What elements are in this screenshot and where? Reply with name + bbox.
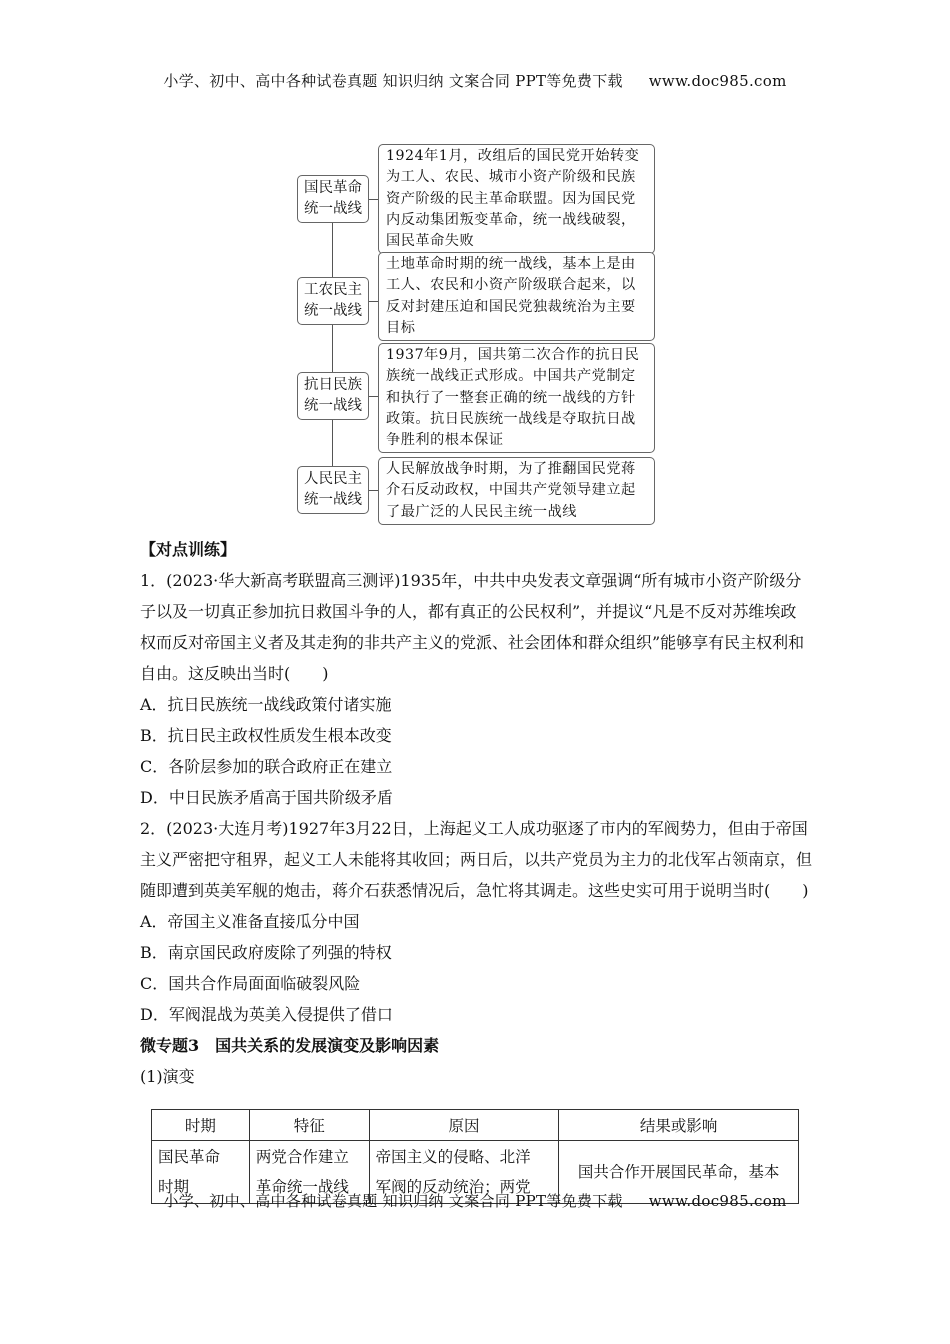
- question-2-option-d: D．军阀混战为英美入侵提供了借口: [140, 1005, 393, 1024]
- topic-title: 微专题3 国共关系的发展演变及影响因素: [140, 1036, 440, 1055]
- table-header-feature: 特征: [249, 1110, 369, 1141]
- united-front-diagram: [0, 0, 950, 540]
- table-cell: 国民革命 时期: [152, 1141, 250, 1204]
- question-1-option-b: B．抗日民主政权性质发生根本改变: [140, 726, 392, 745]
- diagram-label-worker-peasant-front: 工农民主 统一战线: [297, 277, 369, 325]
- training-heading: 【对点训练】: [140, 540, 237, 559]
- page-footer: [0, 1190, 950, 1211]
- diagram-desc-kmt-front: 1924年1月，改组后的国民党开始转变为工人、农民、城市小资产阶级和民族资产阶级的民主革命联盟。因为国民党内反动集团叛变革命，统一战线破裂，国民革命失败: [378, 144, 655, 254]
- diagram-label-anti-japanese-front: 抗日民族 统一战线: [297, 372, 369, 420]
- question-2-stem: 2．(2023·大连月考)1927年3月22日，上海起义工人成功驱逐了市内的军阀势力，但由于帝国主义严密把守租界，起义工人未能将其收回；两日后，以共产党员为主力的北伐军占领南京，但随即遭到英美军舰的炮击，蒋介石获悉情况后，急忙将其调走。这些史实可用于说明当时( ): [140, 819, 813, 900]
- question-1-option-d: D．中日民族矛盾高于国共阶级矛盾: [140, 788, 393, 807]
- diagram-label-kmt-front: 国民革命 统一战线: [297, 175, 369, 223]
- diagram-desc-people-democratic-front: 人民解放战争时期，为了推翻国民党蒋介石反动政权，中国共产党领导建立起了最广泛的人民民主统一战线: [378, 457, 655, 525]
- diagram-desc-anti-japanese-front: 1937年9月，国共第二次合作的抗日民族统一战线正式形成。中国共产党制定和执行了一整套正确的统一战线的方针政策。抗日民族统一战线是夺取抗日战争胜利的根本保证: [378, 343, 655, 453]
- table-header-row: [152, 1110, 799, 1141]
- evolution-table-container: [140, 1108, 820, 1196]
- diagram-label-people-democratic-front: 人民民主 统一战线: [297, 466, 369, 514]
- header-url[interactable]: www.doc985.com: [648, 72, 787, 90]
- table-cell: 两党合作建立 革命统一战线: [249, 1141, 369, 1204]
- table-header-reason: 原因: [369, 1110, 559, 1141]
- table-header-result: 结果或影响: [559, 1110, 799, 1141]
- table-cell: 帝国主义的侵略、北洋 军阀的反动统治；两党: [369, 1141, 559, 1204]
- footer-text: 小学、初中、高中各种试卷真题 知识归纳 文案合同 PPT等免费下载: [163, 1192, 623, 1210]
- question-1-option-c: C．各阶层参加的联合政府正在建立: [140, 757, 393, 776]
- topic-subtitle: (1)演变: [140, 1067, 195, 1086]
- questions-section: [140, 534, 812, 1092]
- question-1-stem: 1．(2023·华大新高考联盟高三测评)1935年，中共中央发表文章强调“所有城市小资产阶级分子以及一切真正参加抗日救国斗争的人，都有真正的公民权利”，并提议“凡是不反对苏维埃政权而反对帝国主义者及其走狗的非共产主义的党派、社会团体和群众组织”能够享有民主权利和自由。这反映出当时( ): [140, 571, 805, 683]
- footer-url[interactable]: www.doc985.com: [648, 1192, 787, 1210]
- question-2-option-b: B．南京国民政府废除了列强的特权: [140, 943, 392, 962]
- question-2-option-c: C．国共合作局面面临破裂风险: [140, 974, 361, 993]
- header-text: 小学、初中、高中各种试卷真题 知识归纳 文案合同 PPT等免费下载: [163, 72, 623, 90]
- table-cell: 国共合作开展国民革命，基本: [559, 1141, 799, 1204]
- table-header-period: 时期: [152, 1110, 250, 1141]
- question-1-option-a: A．抗日民族统一战线政策付诸实施: [140, 695, 392, 714]
- question-2-option-a: A．帝国主义准备直接瓜分中国: [140, 912, 360, 931]
- diagram-desc-worker-peasant-front: 土地革命时期的统一战线，基本上是由工人、农民和小资产阶级联合起来，以反对封建压迫和国民党独裁统治为主要目标: [378, 252, 655, 341]
